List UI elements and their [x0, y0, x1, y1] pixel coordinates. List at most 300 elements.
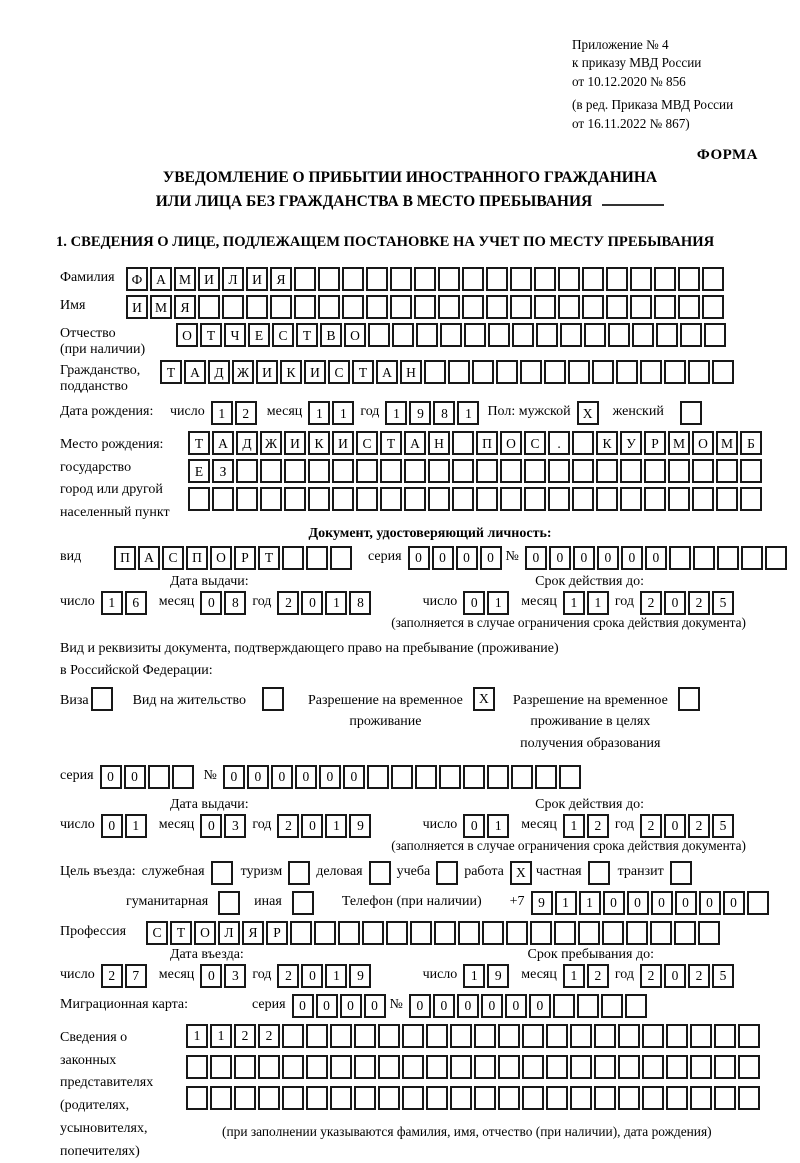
char-cell[interactable] — [284, 487, 306, 511]
char-cell[interactable]: П — [114, 546, 136, 570]
char-cell[interactable]: Д — [236, 431, 258, 455]
char-cell[interactable] — [554, 921, 576, 945]
char-cell[interactable]: 3 — [224, 814, 246, 838]
char-cell[interactable] — [402, 1055, 424, 1079]
char-cell[interactable] — [476, 487, 498, 511]
char-cell[interactable]: 8 — [433, 401, 455, 425]
checkbox-cell[interactable]: X — [577, 401, 599, 425]
char-cell[interactable] — [511, 765, 533, 789]
char-cell[interactable]: 2 — [235, 401, 257, 425]
char-cell[interactable]: И — [126, 295, 148, 319]
char-cell[interactable]: 0 — [364, 994, 386, 1018]
char-cell[interactable]: 0 — [675, 891, 697, 915]
char-cell[interactable]: Н — [400, 360, 422, 384]
char-cell[interactable] — [186, 1055, 208, 1079]
char-cell[interactable]: С — [146, 921, 168, 945]
char-cell[interactable] — [186, 1086, 208, 1110]
char-cell[interactable] — [582, 295, 604, 319]
char-cell[interactable]: 2 — [688, 591, 710, 615]
char-cell[interactable] — [572, 459, 594, 483]
char-cell[interactable] — [426, 1024, 448, 1048]
char-cell[interactable]: 0 — [432, 546, 454, 570]
char-cell[interactable]: Я — [174, 295, 196, 319]
char-cell[interactable]: 0 — [409, 994, 431, 1018]
char-cell[interactable]: А — [404, 431, 426, 455]
checkbox-cell[interactable]: X — [473, 687, 495, 711]
char-cell[interactable]: Л — [222, 267, 244, 291]
char-cell[interactable] — [642, 1086, 664, 1110]
char-cell[interactable] — [534, 267, 556, 291]
char-cell[interactable]: И — [284, 431, 306, 455]
char-cell[interactable]: 1 — [325, 964, 347, 988]
char-cell[interactable] — [462, 267, 484, 291]
char-cell[interactable] — [458, 921, 480, 945]
char-cell[interactable]: 0 — [463, 814, 485, 838]
char-cell[interactable]: З — [212, 459, 234, 483]
char-cell[interactable] — [474, 1024, 496, 1048]
char-cell[interactable] — [438, 295, 460, 319]
char-cell[interactable] — [416, 323, 438, 347]
char-cell[interactable]: М — [174, 267, 196, 291]
char-cell[interactable] — [596, 459, 618, 483]
char-cell[interactable] — [666, 1024, 688, 1048]
char-cell[interactable] — [644, 459, 666, 483]
char-cell[interactable] — [625, 994, 647, 1018]
char-cell[interactable] — [692, 459, 714, 483]
char-cell[interactable] — [522, 1055, 544, 1079]
char-cell[interactable] — [669, 546, 691, 570]
char-cell[interactable]: Ж — [232, 360, 254, 384]
char-cell[interactable]: 0 — [573, 546, 595, 570]
char-cell[interactable] — [654, 267, 676, 291]
char-cell[interactable]: 0 — [200, 964, 222, 988]
char-cell[interactable] — [693, 546, 715, 570]
char-cell[interactable] — [404, 459, 426, 483]
checkbox-cell[interactable] — [436, 861, 458, 885]
checkbox-cell[interactable] — [288, 861, 310, 885]
char-cell[interactable]: М — [150, 295, 172, 319]
char-cell[interactable] — [578, 921, 600, 945]
char-cell[interactable] — [452, 431, 474, 455]
char-cell[interactable] — [558, 267, 580, 291]
char-cell[interactable] — [498, 1055, 520, 1079]
checkbox-cell[interactable]: X — [510, 861, 532, 885]
char-cell[interactable] — [448, 360, 470, 384]
char-cell[interactable] — [462, 295, 484, 319]
char-cell[interactable] — [668, 459, 690, 483]
char-cell[interactable]: Е — [248, 323, 270, 347]
char-cell[interactable]: 0 — [301, 814, 323, 838]
char-cell[interactable]: Т — [380, 431, 402, 455]
char-cell[interactable]: Р — [234, 546, 256, 570]
char-cell[interactable]: М — [668, 431, 690, 455]
char-cell[interactable] — [482, 921, 504, 945]
char-cell[interactable] — [702, 295, 724, 319]
char-cell[interactable]: 0 — [529, 994, 551, 1018]
char-cell[interactable]: 1 — [186, 1024, 208, 1048]
char-cell[interactable]: 0 — [271, 765, 293, 789]
char-cell[interactable] — [368, 323, 390, 347]
char-cell[interactable] — [546, 1055, 568, 1079]
char-cell[interactable] — [656, 323, 678, 347]
char-cell[interactable] — [148, 765, 170, 789]
char-cell[interactable] — [390, 295, 412, 319]
char-cell[interactable] — [330, 546, 352, 570]
char-cell[interactable]: 0 — [664, 964, 686, 988]
char-cell[interactable] — [714, 1055, 736, 1079]
char-cell[interactable] — [366, 295, 388, 319]
char-cell[interactable]: О — [176, 323, 198, 347]
char-cell[interactable] — [688, 360, 710, 384]
char-cell[interactable] — [378, 1024, 400, 1048]
char-cell[interactable]: О — [344, 323, 366, 347]
char-cell[interactable]: 1 — [563, 964, 585, 988]
char-cell[interactable] — [426, 1086, 448, 1110]
char-cell[interactable] — [282, 546, 304, 570]
char-cell[interactable]: Р — [644, 431, 666, 455]
char-cell[interactable] — [390, 267, 412, 291]
char-cell[interactable] — [690, 1055, 712, 1079]
char-cell[interactable] — [354, 1024, 376, 1048]
char-cell[interactable] — [260, 459, 282, 483]
char-cell[interactable] — [246, 295, 268, 319]
char-cell[interactable] — [572, 431, 594, 455]
char-cell[interactable] — [640, 360, 662, 384]
char-cell[interactable] — [592, 360, 614, 384]
char-cell[interactable] — [765, 546, 787, 570]
char-cell[interactable] — [306, 1024, 328, 1048]
char-cell[interactable] — [618, 1086, 640, 1110]
char-cell[interactable]: 0 — [505, 994, 527, 1018]
char-cell[interactable] — [452, 459, 474, 483]
char-cell[interactable]: 0 — [645, 546, 667, 570]
char-cell[interactable]: 0 — [408, 546, 430, 570]
char-cell[interactable] — [294, 295, 316, 319]
char-cell[interactable] — [717, 546, 739, 570]
char-cell[interactable] — [474, 1086, 496, 1110]
char-cell[interactable] — [258, 1055, 280, 1079]
char-cell[interactable] — [330, 1055, 352, 1079]
char-cell[interactable] — [318, 267, 340, 291]
char-cell[interactable] — [618, 1024, 640, 1048]
char-cell[interactable] — [500, 487, 522, 511]
char-cell[interactable]: 1 — [487, 591, 509, 615]
char-cell[interactable] — [546, 1024, 568, 1048]
char-cell[interactable] — [716, 459, 738, 483]
checkbox-cell[interactable] — [292, 891, 314, 915]
char-cell[interactable] — [738, 1024, 760, 1048]
char-cell[interactable] — [626, 921, 648, 945]
char-cell[interactable] — [314, 921, 336, 945]
char-cell[interactable] — [306, 1055, 328, 1079]
char-cell[interactable] — [570, 1024, 592, 1048]
char-cell[interactable]: 0 — [621, 546, 643, 570]
char-cell[interactable]: Ж — [260, 431, 282, 455]
char-cell[interactable] — [308, 459, 330, 483]
char-cell[interactable]: К — [596, 431, 618, 455]
char-cell[interactable] — [452, 487, 474, 511]
char-cell[interactable] — [702, 267, 724, 291]
char-cell[interactable]: 0 — [340, 994, 362, 1018]
char-cell[interactable] — [356, 487, 378, 511]
char-cell[interactable] — [616, 360, 638, 384]
char-cell[interactable]: 0 — [456, 546, 478, 570]
char-cell[interactable] — [642, 1024, 664, 1048]
checkbox-cell[interactable] — [670, 861, 692, 885]
char-cell[interactable]: Д — [208, 360, 230, 384]
char-cell[interactable] — [738, 1055, 760, 1079]
char-cell[interactable]: С — [272, 323, 294, 347]
char-cell[interactable] — [424, 360, 446, 384]
char-cell[interactable] — [342, 267, 364, 291]
char-cell[interactable] — [354, 1055, 376, 1079]
char-cell[interactable] — [741, 546, 763, 570]
char-cell[interactable] — [332, 487, 354, 511]
char-cell[interactable] — [380, 459, 402, 483]
char-cell[interactable]: 9 — [349, 964, 371, 988]
char-cell[interactable] — [666, 1055, 688, 1079]
char-cell[interactable] — [524, 487, 546, 511]
char-cell[interactable]: 0 — [664, 591, 686, 615]
char-cell[interactable] — [534, 295, 556, 319]
char-cell[interactable]: 1 — [325, 591, 347, 615]
char-cell[interactable]: 0 — [316, 994, 338, 1018]
char-cell[interactable]: 0 — [627, 891, 649, 915]
char-cell[interactable]: Р — [266, 921, 288, 945]
char-cell[interactable] — [664, 360, 686, 384]
char-cell[interactable] — [548, 459, 570, 483]
checkbox-cell[interactable] — [218, 891, 240, 915]
char-cell[interactable] — [282, 1055, 304, 1079]
char-cell[interactable] — [306, 546, 328, 570]
char-cell[interactable] — [546, 1086, 568, 1110]
char-cell[interactable]: 0 — [463, 591, 485, 615]
char-cell[interactable] — [439, 765, 461, 789]
char-cell[interactable]: 0 — [319, 765, 341, 789]
char-cell[interactable] — [234, 1055, 256, 1079]
char-cell[interactable] — [553, 994, 575, 1018]
char-cell[interactable]: 0 — [124, 765, 146, 789]
char-cell[interactable]: 2 — [277, 964, 299, 988]
char-cell[interactable] — [674, 921, 696, 945]
char-cell[interactable] — [704, 323, 726, 347]
char-cell[interactable] — [712, 360, 734, 384]
char-cell[interactable]: 0 — [457, 994, 479, 1018]
char-cell[interactable] — [535, 765, 557, 789]
char-cell[interactable] — [666, 1086, 688, 1110]
char-cell[interactable] — [464, 323, 486, 347]
char-cell[interactable] — [606, 295, 628, 319]
char-cell[interactable]: С — [328, 360, 350, 384]
char-cell[interactable] — [282, 1086, 304, 1110]
char-cell[interactable]: 2 — [258, 1024, 280, 1048]
char-cell[interactable]: 0 — [481, 994, 503, 1018]
char-cell[interactable]: 5 — [712, 591, 734, 615]
char-cell[interactable]: 7 — [125, 964, 147, 988]
char-cell[interactable] — [367, 765, 389, 789]
char-cell[interactable] — [488, 323, 510, 347]
char-cell[interactable]: Я — [270, 267, 292, 291]
char-cell[interactable]: 0 — [101, 814, 123, 838]
char-cell[interactable]: 5 — [712, 814, 734, 838]
char-cell[interactable]: С — [356, 431, 378, 455]
char-cell[interactable]: 9 — [487, 964, 509, 988]
char-cell[interactable]: 0 — [247, 765, 269, 789]
char-cell[interactable] — [362, 921, 384, 945]
char-cell[interactable] — [596, 487, 618, 511]
char-cell[interactable] — [378, 1055, 400, 1079]
char-cell[interactable]: 6 — [125, 591, 147, 615]
char-cell[interactable]: 1 — [463, 964, 485, 988]
char-cell[interactable]: О — [194, 921, 216, 945]
char-cell[interactable] — [222, 295, 244, 319]
char-cell[interactable] — [212, 487, 234, 511]
char-cell[interactable]: 1 — [125, 814, 147, 838]
char-cell[interactable] — [354, 1086, 376, 1110]
checkbox-cell[interactable] — [678, 687, 700, 711]
char-cell[interactable]: 1 — [210, 1024, 232, 1048]
char-cell[interactable] — [404, 487, 426, 511]
char-cell[interactable]: 1 — [563, 591, 585, 615]
char-cell[interactable]: 5 — [712, 964, 734, 988]
char-cell[interactable] — [740, 459, 762, 483]
char-cell[interactable] — [536, 323, 558, 347]
char-cell[interactable]: 2 — [640, 814, 662, 838]
char-cell[interactable] — [642, 1055, 664, 1079]
char-cell[interactable] — [366, 267, 388, 291]
char-cell[interactable]: 0 — [549, 546, 571, 570]
char-cell[interactable]: 2 — [234, 1024, 256, 1048]
char-cell[interactable]: Б — [740, 431, 762, 455]
char-cell[interactable]: 0 — [200, 814, 222, 838]
char-cell[interactable] — [594, 1086, 616, 1110]
char-cell[interactable] — [698, 921, 720, 945]
char-cell[interactable] — [428, 487, 450, 511]
char-cell[interactable] — [438, 267, 460, 291]
char-cell[interactable]: 0 — [292, 994, 314, 1018]
char-cell[interactable] — [632, 323, 654, 347]
char-cell[interactable]: Е — [188, 459, 210, 483]
checkbox-cell[interactable] — [262, 687, 284, 711]
char-cell[interactable] — [188, 487, 210, 511]
char-cell[interactable] — [294, 267, 316, 291]
char-cell[interactable] — [618, 1055, 640, 1079]
char-cell[interactable] — [560, 323, 582, 347]
char-cell[interactable] — [602, 921, 624, 945]
char-cell[interactable]: 0 — [480, 546, 502, 570]
char-cell[interactable] — [594, 1055, 616, 1079]
char-cell[interactable]: 0 — [664, 814, 686, 838]
char-cell[interactable] — [402, 1086, 424, 1110]
char-cell[interactable]: И — [256, 360, 278, 384]
char-cell[interactable]: А — [376, 360, 398, 384]
char-cell[interactable]: 1 — [457, 401, 479, 425]
char-cell[interactable]: О — [210, 546, 232, 570]
char-cell[interactable]: А — [184, 360, 206, 384]
char-cell[interactable]: И — [246, 267, 268, 291]
char-cell[interactable]: 0 — [295, 765, 317, 789]
char-cell[interactable]: Н — [428, 431, 450, 455]
char-cell[interactable] — [450, 1086, 472, 1110]
char-cell[interactable] — [198, 295, 220, 319]
char-cell[interactable]: 0 — [301, 964, 323, 988]
char-cell[interactable] — [172, 765, 194, 789]
char-cell[interactable] — [487, 765, 509, 789]
char-cell[interactable]: 0 — [699, 891, 721, 915]
char-cell[interactable] — [210, 1086, 232, 1110]
char-cell[interactable] — [678, 295, 700, 319]
char-cell[interactable]: 0 — [525, 546, 547, 570]
char-cell[interactable] — [630, 295, 652, 319]
char-cell[interactable] — [414, 267, 436, 291]
char-cell[interactable] — [530, 921, 552, 945]
char-cell[interactable] — [570, 1055, 592, 1079]
char-cell[interactable] — [747, 891, 769, 915]
char-cell[interactable] — [426, 1055, 448, 1079]
char-cell[interactable] — [606, 267, 628, 291]
char-cell[interactable] — [668, 487, 690, 511]
char-cell[interactable] — [584, 323, 606, 347]
char-cell[interactable] — [290, 921, 312, 945]
char-cell[interactable] — [386, 921, 408, 945]
char-cell[interactable]: 1 — [487, 814, 509, 838]
char-cell[interactable] — [210, 1055, 232, 1079]
char-cell[interactable] — [318, 295, 340, 319]
char-cell[interactable] — [544, 360, 566, 384]
char-cell[interactable] — [450, 1055, 472, 1079]
char-cell[interactable] — [391, 765, 413, 789]
char-cell[interactable]: 0 — [100, 765, 122, 789]
char-cell[interactable]: Л — [218, 921, 240, 945]
char-cell[interactable] — [522, 1086, 544, 1110]
checkbox-cell[interactable] — [91, 687, 113, 711]
char-cell[interactable] — [342, 295, 364, 319]
char-cell[interactable] — [572, 487, 594, 511]
char-cell[interactable] — [258, 1086, 280, 1110]
char-cell[interactable]: Т — [200, 323, 222, 347]
char-cell[interactable] — [356, 459, 378, 483]
char-cell[interactable]: Т — [170, 921, 192, 945]
char-cell[interactable] — [330, 1086, 352, 1110]
char-cell[interactable]: 8 — [224, 591, 246, 615]
char-cell[interactable] — [680, 323, 702, 347]
char-cell[interactable]: 0 — [723, 891, 745, 915]
char-cell[interactable]: П — [186, 546, 208, 570]
char-cell[interactable]: 0 — [433, 994, 455, 1018]
char-cell[interactable] — [498, 1024, 520, 1048]
char-cell[interactable]: 0 — [343, 765, 365, 789]
char-cell[interactable] — [260, 487, 282, 511]
char-cell[interactable] — [568, 360, 590, 384]
char-cell[interactable]: С — [162, 546, 184, 570]
char-cell[interactable]: А — [212, 431, 234, 455]
checkbox-cell[interactable] — [369, 861, 391, 885]
char-cell[interactable]: Т — [160, 360, 182, 384]
char-cell[interactable] — [620, 459, 642, 483]
char-cell[interactable]: Ч — [224, 323, 246, 347]
char-cell[interactable]: Т — [352, 360, 374, 384]
char-cell[interactable]: 2 — [688, 964, 710, 988]
char-cell[interactable]: О — [692, 431, 714, 455]
char-cell[interactable]: 2 — [587, 814, 609, 838]
char-cell[interactable] — [500, 459, 522, 483]
char-cell[interactable]: 0 — [603, 891, 625, 915]
char-cell[interactable] — [378, 1086, 400, 1110]
char-cell[interactable]: И — [304, 360, 326, 384]
char-cell[interactable] — [506, 921, 528, 945]
checkbox-cell[interactable] — [680, 401, 702, 425]
char-cell[interactable]: 1 — [101, 591, 123, 615]
